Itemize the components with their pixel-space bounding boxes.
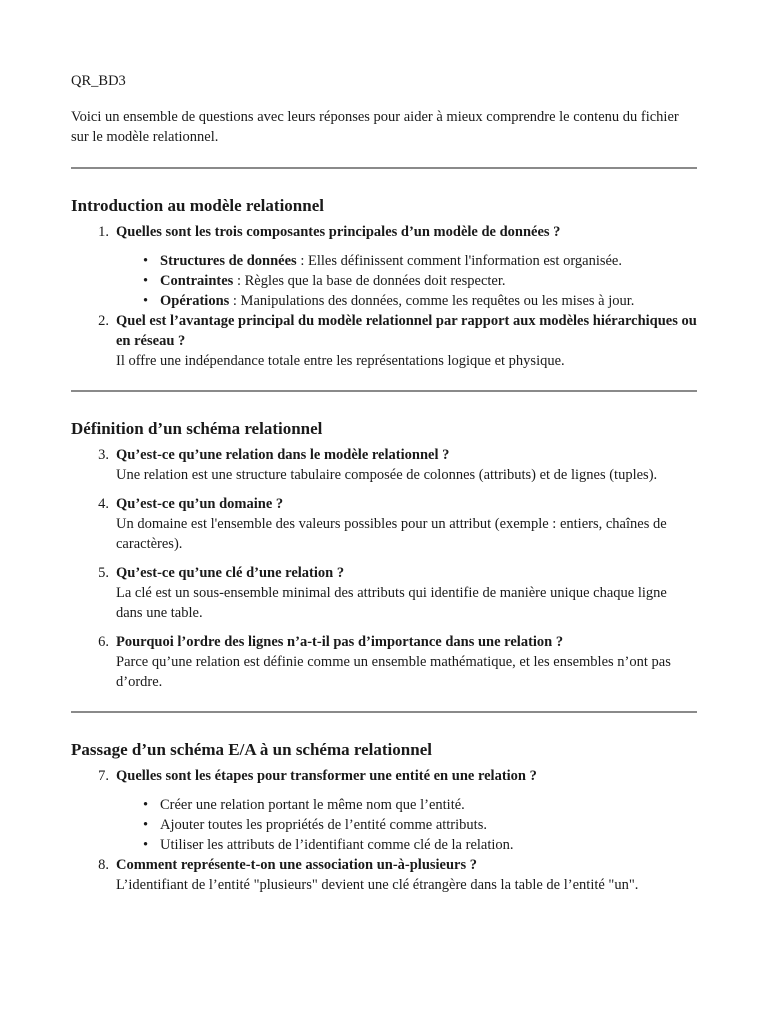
answer-bullet [143,291,697,311]
question-number: 8. [98,857,109,873]
answer-text: Un domaine est l'ensemble des valeurs possibles pour un attribut (exemple : entiers, chaînes de caractères). [116,516,667,552]
question-number: 7. [98,768,109,784]
bullet-text: Utiliser les attributs de l’identifiant comme clé de la relation. [160,837,514,853]
section-divider [71,167,697,169]
section-ea-to-relational [71,739,697,895]
question-number: 3. [98,447,109,463]
question-text: Qu’est-ce qu’une clé d’une relation ? [116,565,345,581]
section-heading: Passage d’un schéma E/A à un schéma relationnel [71,740,432,759]
bullet-icon: • [143,273,149,289]
qa-item [71,222,697,311]
bullet-icon: • [143,837,149,853]
section-divider [71,390,697,392]
section-heading: Introduction au modèle relationnel [71,196,324,215]
question-text: Qu’est-ce qu’un domaine ? [116,496,284,512]
qa-item [71,445,697,485]
question-number: 5. [98,565,109,581]
document-title: QR_BD3 [71,73,126,89]
answer-bullet [143,251,697,271]
answer-text: Parce qu’une relation est définie comme un ensemble mathématique, et les ensembles n’ont pas d’ordre. [116,654,671,690]
question-text: Quelles sont les trois composantes principales d’un modèle de données ? [116,224,561,240]
bullet-text: : Manipulations des données, comme les requêtes ou les mises à jour. [229,293,635,309]
section-schema-definition [71,418,697,692]
answer-bullet-list [116,795,697,855]
question-number: 1. [98,224,109,240]
answer-text: Il offre une indépendance totale entre les représentations logique et physique. [116,353,565,369]
qa-item [71,563,697,623]
question-text: Qu’est-ce qu’une relation dans le modèle relationnel ? [116,447,450,463]
bullet-term: Structures de données [160,253,297,269]
answer-bullet [143,835,697,855]
question-text: Quel est l’avantage principal du modèle relationnel par rapport aux modèles hiérarchiques ou en réseau ? [116,313,697,349]
question-text: Pourquoi l’ordre des lignes n’a-t-il pas d’importance dans une relation ? [116,634,564,650]
bullet-term: Contraintes [160,273,234,289]
bullet-icon: • [143,293,149,309]
section-divider [71,711,697,713]
bullet-text: Ajouter toutes les propriétés de l’entité comme attributs. [160,817,487,833]
intro-paragraph: Voici un ensemble de questions avec leurs réponses pour aider à mieux comprendre le contenu du fichier sur le modèle relationnel. [71,109,679,145]
answer-bullet [143,815,697,835]
bullet-icon: • [143,817,149,833]
qa-item [71,855,697,895]
answer-bullet [143,795,697,815]
answer-text: La clé est un sous-ensemble minimal des attributs qui identifie de manière unique chaque ligne dans une table. [116,585,667,621]
section-introduction [71,195,697,371]
answer-text: L’identifiant de l’entité "plusieurs" devient une clé étrangère dans la table de l’entité "un". [116,877,639,893]
bullet-term: Opérations [160,293,230,309]
bullet-icon: • [143,797,149,813]
qa-item [71,632,697,692]
bullet-text: : Elles définissent comment l'information est organisée. [296,253,622,269]
bullet-text: Créer une relation portant le même nom que l’entité. [160,797,465,813]
question-number: 4. [98,496,109,512]
question-list [71,445,697,692]
answer-text: Une relation est une structure tabulaire composée de colonnes (attributs) et de lignes (tuples). [116,467,658,483]
answer-bullet [143,271,697,291]
question-text: Quelles sont les étapes pour transformer une entité en une relation ? [116,768,537,784]
question-list [71,766,697,895]
bullet-icon: • [143,253,149,269]
answer-bullet-list [116,251,697,311]
question-text: Comment représente-t-on une association un-à-plusieurs ? [116,857,478,873]
qa-item [71,766,697,855]
qa-item [71,494,697,554]
question-number: 2. [98,313,109,329]
qa-item [71,311,697,371]
question-number: 6. [98,634,109,650]
bullet-text: : Règles que la base de données doit respecter. [233,273,506,289]
question-list [71,222,697,371]
section-heading: Définition d’un schéma relationnel [71,419,323,438]
